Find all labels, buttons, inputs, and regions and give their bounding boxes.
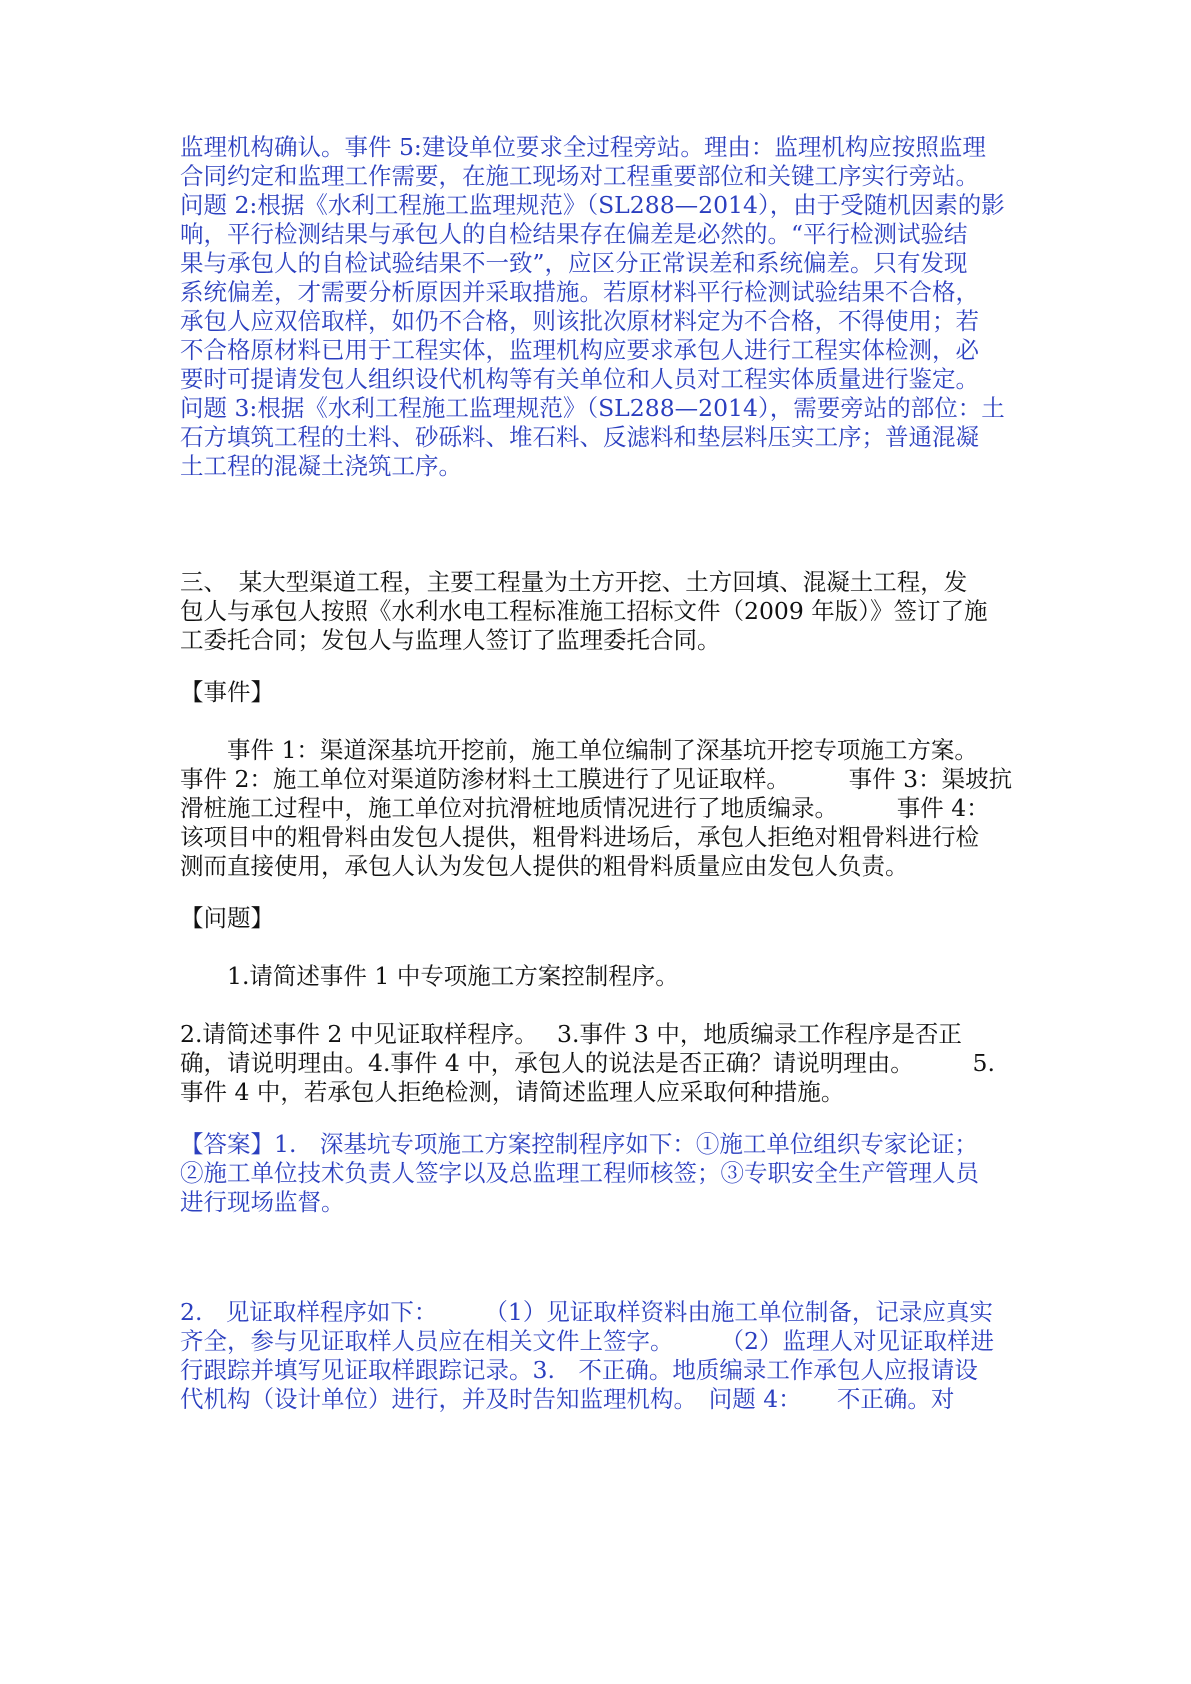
text-line: 2.请简述事件 2 中见证取样程序。 3.事件 3 中，地质编录工作程序是否正 [180, 1020, 962, 1048]
text-line: 合同约定和监理工作需要，在施工现场对工程重要部位和关键工序实行旁站。 [180, 162, 979, 190]
answer-1-block [180, 1130, 979, 1217]
text-line: 确，请说明理由。4.事件 4 中，承包人的说法是否正确？请说明理由。 5. [180, 1049, 995, 1077]
text-line: 系统偏差，才需要分析原因并采取措施。若原材料平行检测试验结果不合格， [180, 278, 979, 306]
text-line: 石方填筑工程的土料、砂砾料、堆石料、反滤料和垫层料压实工序；普通混凝 [180, 423, 979, 451]
question-intro-block [180, 568, 988, 655]
text-line: 2. 见证取样程序如下： （1）见证取样资料由施工单位制备，记录应真实 [180, 1298, 993, 1326]
text-line: 承包人应双倍取样，如仍不合格，则该批次原材料定为不合格，不得使用；若 [180, 307, 979, 335]
text-line: 监理机构确认。事件 5:建设单位要求全过程旁站。理由：监理机构应按照监理 [180, 133, 986, 161]
question-1: 1.请简述事件 1 中专项施工方案控制程序。 [180, 962, 679, 990]
text-line: 问题 3:根据《水利工程施工监理规范》（SL288—2014），需要旁站的部位：土 [180, 394, 1005, 422]
text-line: 土工程的混凝土浇筑工序。 [180, 452, 462, 480]
answer-2-block [180, 1298, 994, 1414]
text-line: 事件 4 中，若承包人拒绝检测，请简述监理人应采取何种措施。 [180, 1078, 845, 1106]
text-line: 测而直接使用，承包人认为发包人提供的粗骨料质量应由发包人负责。 [180, 852, 909, 880]
text-line: 事件 2：施工单位对渠道防渗材料土工膜进行了见证取样。 事件 3：渠坡抗 [180, 765, 1013, 793]
questions-block [180, 1020, 995, 1107]
text-line: 果与承包人的自检试验结果不一致”，应区分正常误差和系统偏差。只有发现 [180, 249, 968, 277]
text-line: 进行现场监督。 [180, 1188, 345, 1216]
text-line: 代机构（设计单位）进行，并及时告知监理机构。 问题 4： 不正确。对 [180, 1385, 955, 1413]
text-line: 该项目中的粗骨料由发包人提供，粗骨料进场后，承包人拒绝对粗骨料进行检 [180, 823, 979, 851]
text-line: 齐全，参与见证取样人员应在相关文件上签字。 （2）监理人对见证取样进 [180, 1327, 994, 1355]
text-line: 【答案】1. 深基坑专项施工方案控制程序如下：①施工单位组织专家论证； [180, 1130, 978, 1158]
answer-continuation-block [180, 133, 1005, 481]
text-line: 问题 2:根据《水利工程施工监理规范》（SL288—2014），由于受随机因素的影 [180, 191, 1005, 219]
text-line: ②施工单位技术负责人签字以及总监理工程师核签；③专职安全生产管理人员 [180, 1159, 979, 1187]
questions-heading: 【问题】 [180, 904, 274, 932]
events-heading: 【事件】 [180, 678, 274, 706]
text-line: 滑桩施工过程中，施工单位对抗滑桩地质情况进行了地质编录。 事件 4： [180, 794, 990, 822]
text-line: 三、 某大型渠道工程，主要工程量为土方开挖、土方回填、混凝土工程，发 [180, 568, 968, 596]
text-line: 响，平行检测结果与承包人的自检结果存在偏差是必然的。“平行检测试验结 [180, 220, 968, 248]
text-line: 包人与承包人按照《水利水电工程标准施工招标文件（2009 年版）》签订了施 [180, 597, 988, 625]
text-line: 要时可提请发包人组织设代机构等有关单位和人员对工程实体质量进行鉴定。 [180, 365, 979, 393]
text-line: 工委托合同；发包人与监理人签订了监理委托合同。 [180, 626, 721, 654]
events-block [180, 736, 1012, 881]
text-line: 事件 1：渠道深基坑开挖前，施工单位编制了深基坑开挖专项施工方案。 [180, 736, 978, 764]
text-line: 行跟踪并填写见证取样跟踪记录。3. 不正确。地质编录工作承包人应报请设 [180, 1356, 978, 1384]
text-line: 不合格原材料已用于工程实体，监理机构应要求承包人进行工程实体检测，必 [180, 336, 979, 364]
